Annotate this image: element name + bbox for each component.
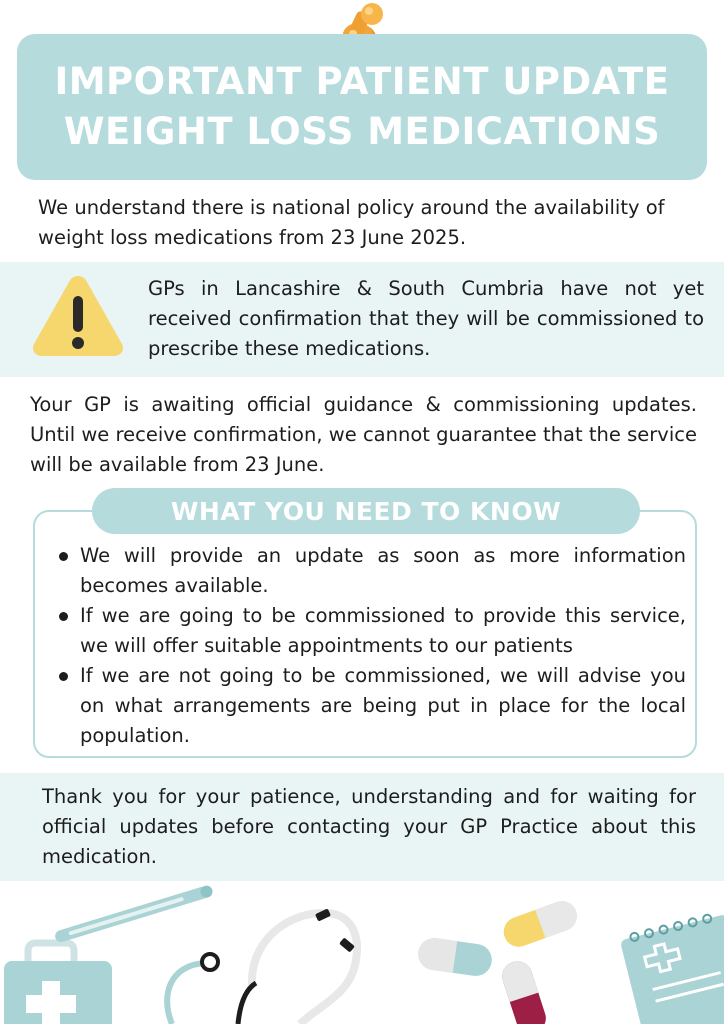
thanks-paragraph: Thank you for your patience, understanding and for waiting for official updates before contacting your GP Practice about this medication. — [42, 785, 696, 868]
title-line-2: WEIGHT LOSS MEDICATIONS — [63, 110, 661, 153]
title-banner — [17, 34, 707, 180]
bullet-icon — [59, 672, 68, 681]
need-to-know-heading: WHAT YOU NEED TO KNOW — [92, 488, 640, 534]
title-line-1: IMPORTANT PATIENT UPDATE — [54, 60, 670, 103]
list-item: If we are going to be commissioned to provide this service, we will offer suitable appointments to our patients — [50, 601, 686, 661]
gp-update-paragraph: Your GP is awaiting official guidance & commissioning updates. Until we receive confirmation, we cannot guarantee that the service will be available from 23 June. — [30, 393, 697, 476]
intro-paragraph: We understand there is national policy around the availability of weight loss medications from 23 June 2025. — [38, 196, 665, 249]
medical-illustration — [0, 885, 724, 1024]
warning-icon — [30, 270, 126, 358]
list-item: We will provide an update as soon as more information becomes available. — [50, 541, 686, 601]
need-to-know-list — [50, 541, 686, 751]
bullet-icon — [59, 612, 68, 621]
warning-text: GPs in Lancashire & South Cumbria have not yet received confirmation that they will be commissioned to prescribe these medications. — [148, 277, 704, 360]
list-item: If we are not going to be commissioned, we will advise you on what arrangements are being put in place for the local population. — [50, 661, 686, 751]
bullet-icon — [59, 552, 68, 561]
